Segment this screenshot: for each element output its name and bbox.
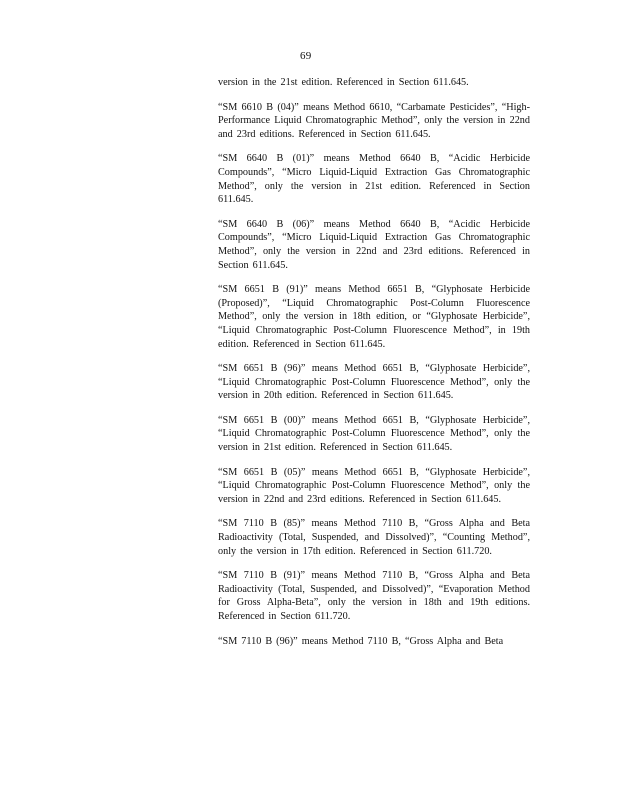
definition-paragraph: “SM 6640 B (06)” means Method 6640 B, “Acidic Herbicide Compounds”, “Micro Liquid-Liquid Extraction Gas Chromatographic Method”, only the version in 22nd and 23rd editions. Referenced in Section 611.645. [218,218,530,271]
definition-paragraph: “SM 6651 B (00)” means Method 6651 B, “Glyphosate Herbicide”, “Liquid Chromatographic Post-Column Fluorescence Method”, only the version in 21st edition. Referenced in Section 611.645. [218,414,530,454]
definition-paragraph: “SM 7110 B (91)” means Method 7110 B, “Gross Alpha and Beta Radioactivity (Total, Suspended, and Dissolved)”, “Evaporation Method for Gross Alpha-Beta”, only the version in 18th and 19th editions. Referenced in Section 611.720. [218,570,530,622]
definition-paragraph: “SM 6651 B (05)” means Method 6651 B, “Glyphosate Herbicide”, “Liquid Chromatographic Post-Column Fluorescence Method”, only the version in 22nd and 23rd editions. Referenced in Section 611.645. [218,466,530,505]
definition-paragraph: “SM 6651 B (91)” means Method 6651 B, “Glyphosate Herbicide (Proposed)”, “Liquid Chromatographic Post-Column Fluorescence Method”, only the version in 18th edition, or “Glyphosate Herbicide”, “Liquid Chromatographic Post-Column Fluorescence Method”, in 19th edition. Referenced in Section 611.645. [218,284,530,350]
definition-paragraph: “SM 6651 B (96)” means Method 6651 B, “Glyphosate Herbicide”, “Liquid Chromatographic Post-Column Fluorescence Method”, only the version in 20th edition. Referenced in Section 611.645. [218,363,530,402]
definition-paragraph: “SM 6640 B (01)” means Method 6640 B, “Acidic Herbicide Compounds”, “Micro Liquid-Liquid Extraction Gas Chromatographic Method”, only the version in 21st edition. Referenced in Section 611.645. [218,153,530,206]
page-number: 69 [300,50,312,62]
document-body [218,76,530,648]
definition-paragraph: “SM 7110 B (96)” means Method 7110 B, “Gross Alpha and Beta [218,635,504,647]
definition-paragraph: “SM 7110 B (85)” means Method 7110 B, “Gross Alpha and Beta Radioactivity (Total, Suspended, and Dissolved)”, “Counting Method”, only the version in 17th edition. Referenced in Section 611.720. [218,518,530,557]
paragraph-continuation: version in the 21st edition. Referenced in Section 611.645. [218,77,469,88]
definition-paragraph: “SM 6610 B (04)” means Method 6610, “Carbamate Pesticides”, “High-Performance Liquid Chromatographic Method”, only the version in 22nd and 23rd editions. Referenced in Section 611.645. [218,101,530,140]
